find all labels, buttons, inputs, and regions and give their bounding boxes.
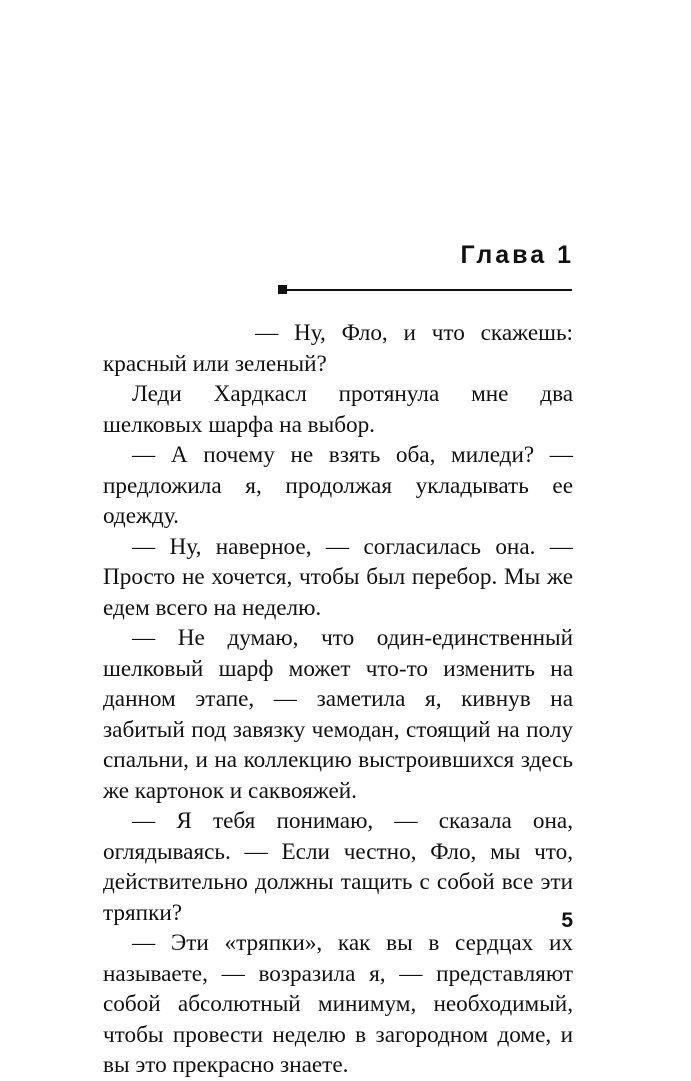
chapter-divider	[278, 285, 572, 295]
divider-square-ornament	[278, 285, 287, 294]
paragraph: — Я тебя понимаю, — сказала она, оглядываясь. — Если честно, Фло, мы что, действительно должны тащить с собой все эти тряпки?	[103, 808, 573, 926]
page-number: 5	[561, 909, 573, 932]
paragraph: — Ну, Фло, и что скажешь: красный или зеленый?	[103, 320, 573, 377]
divider-line	[287, 289, 572, 291]
paragraph: — Ну, наверное, — согласилась она. — Просто не хочется, чтобы был перебор. Мы же едем всего на неделю.	[103, 533, 573, 621]
paragraph: — Эти «тряпки», как вы в сердцах их называете, — возразила я, — представляют собой абсолютный минимум, необходимый, чтобы провести неделю в загородном доме, и вы это прекрасно знаете.	[103, 930, 573, 1078]
chapter-label: Глава	[460, 241, 548, 269]
paragraph: Леди Хардкасл протянула мне два шелковых шарфа на выбор.	[103, 381, 573, 438]
body-text	[103, 318, 573, 1081]
paragraph: — А почему не взять оба, миледи? — предложила я, продолжая укладывать ее одежду.	[103, 442, 573, 529]
chapter-heading	[460, 240, 573, 270]
paragraph: — Не думаю, что один-единственный шелковый шарф может что-то изменить на данном этапе, — заметила я, кивнув на забитый под завязку чемодан, стоящий на полу спальни, и на коллекцию выстроившихся здесь же картонок и саквояжей.	[103, 625, 573, 804]
chapter-number: 1	[557, 241, 573, 269]
